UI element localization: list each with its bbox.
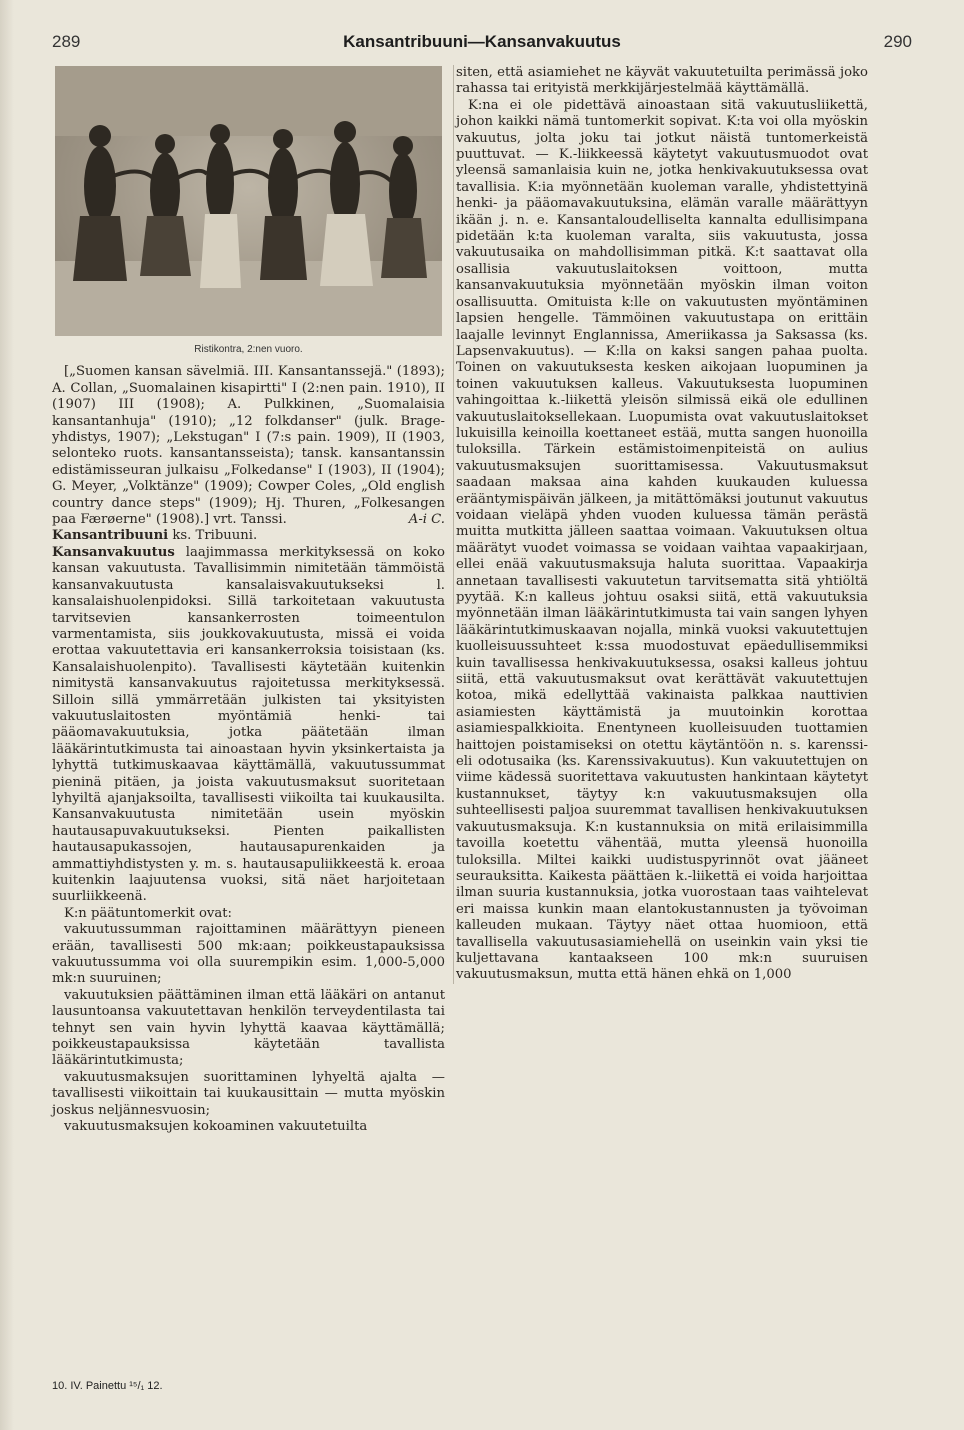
right-column: [453, 65, 868, 984]
cross-reference-entry: [52, 528, 445, 544]
page-edge: [0, 0, 14, 1430]
paragraph: vakuutusmaksujen suorittaminen lyhyeltä ajalta — tavallisesti viikoittain tai kuukausittain — mutta myöskin joskus neljännesvuosin;: [52, 1069, 445, 1118]
running-header: [52, 32, 912, 56]
entry-term: Kansanvakuutus: [52, 544, 175, 560]
paragraph: K:na ei ole pidettävä ainoastaan sitä vakuutusliikettä, johon kaikki nämä tuntomerkit sopivat. K:ta voi olla myöskin vakuutus, jolta joku tai jotkut näistä tuntomerkeistä puuttuvat. — K.-liikkeessä käytetyt vakuutusmuodot ovat yleensä samanlaisia kuin ne, jotka henkivakuutuksessa ovat tavallisia. K:ia myönnetään kuoleman varalle, yhdistettyinä henki- ja pääomavakuutuksina, elämän varalle määrättyyn ikään j. n. e. Kansantaloudelliselta kannalta edullisimpana pidetään k:ta kuoleman varalta, siis vakuutusta, jossa vakuutusaika on mahdollisimman pitkä. K:t saattavat olla osallisia vakuutuslaitoksen voittoon, mutta kansanvakuutuksia myönnetään myöskin ilman voiton osallisuutta. Omituista k:lle on vakuutusten myöntäminen lapsien hengelle. Tämmöinen vakuutustapa on erittäin laajalle levinnyt Englannissa, Ameriikassa ja Saksassa (ks. Lapsenvakuutus). — K:lla on kaksi sangen pahaa puolta. Toinen on vakuutuksesta kesken aikojaan luopuminen ja toinen vakuutuksen kalleus. Vakuutuksesta luopuminen vahingoittaa k.-liikettä yleisön silmissä eikä ole edullinen vakuutuslaitoksellekaan. Luopumista ovat vakuutuslaitokset lukuisilla keinoilla koettaneet estää, mutta sangen huonoilla tuloksilla. Tärkein estämistoimenpiteistä on aulius vakuutusmaksujen suorittamisessa. Vakuutusmaksut saadaan maksaa aina kahden kuukauden kuluessa erääntymispäivän jälkeen, ja mitättömäksi joutunut vakuutus voidaan vieläpä yhden vuoden kuluessa tämän perästä muitta mutkitta jälleen saattaa voimaan. Vakuutuksen oltua määrätyt vuodet voimassa se voidaan vaihtaa vapaakirjaan, ellei enää vakuutusmaksuja haluta suorittaa. Vapaakirja annetaan tavallisesti vakuutetun tarvitsematta sitä yhtiöltä pyytää. K:n kalleus johtuu osaksi siitä, että vakuutuksia myönnetään ilman lääkärintutkimusta tai vain sangen lyhyen lääkärintutkimuskaavan nojalla, minkä vuoksi vakuutettujen kuolleisuussuhteet k:ssa muodostuvat epäedullisemmiksi kuin tavallisessa henkivakuutuksessa, osaksi kalleus johtuu siitä, että vakuutusmaksut ovat kerättävät vakuutettujen kotoa, mikä edellyttää vakinaista palkkaa nauttivien asiamiesten käyttämistä ja muutoinkin korottaa asiamiespalkkioita. Enentyneen kuolleisuuden tuottamien haittojen poistamiseksi on otettu käytäntöön n. s. karenssi- eli odotusaika (ks. Karenssivakuutus). Kun vakuutettujen on viime kädessä suoritettava vakuutusten hankintaan käytetyt kustannukset, täytyy k:n vakuutusmaksujen olla suhteellisesti paljoa suuremmat tavallisen henkivakuutuksen vakuutusmaksuja. K:n kustannuksia on mitä erilaisimmilla tavoilla koetettu vähentää, mutta yleensä huonoilla tuloksilla. Miltei kaikki uudistuspyrinnöt ovat jääneet seurauksitta. Kaikesta päättäen k.-liikettä ei voida harjoittaa ilman suuria kustannuksia, jotka vuorostaan taas vaihtelevat eri maissa kunkin maan elantokustannusten ja työvoiman kalleuden mukaan. Täytyy näet ottaa huomioon, että tavallisella vakuutusasiamiehellä on useinkin vain yksi tie kuljettavana kantaakseen 100 mk:n suuruisen vakuutusmaksun, mutta että hänen ehkä on 1,000: [456, 97, 868, 983]
paragraph: siten, että asiamiehet ne käyvät vakuutetuilta perimässä joko rahassa tai erityistä merkkijärjestelmää käyttämällä.: [456, 65, 868, 97]
paragraph: vakuutuksien päättäminen ilman että lääkäri on antanut lausuntoansa vakuutettavan henkilön terveydentilasta tai tehnyt sen vain hyvin lyhyttä kaavaa käyttämällä; poikkeustapauksissa käytetään tavallista lääkärintutkimusta;: [52, 987, 445, 1069]
figure-caption: Ristikontra, 2:nen vuoro.: [194, 344, 303, 355]
cross-ref-text: ks. Tribuuni.: [172, 528, 258, 544]
folk-dance-photo: [55, 66, 442, 336]
entry-kansanvakuutus: Kansanvakuutus laajimmassa merkityksessä on koko kansan vakuutusta. Tavallisimmin nimitetään tämmöistä kansanvakuutusta kansalaisvakuutukseksi l. kansalaishuolenpidoksi. Sillä tarkoitetaan vakuutusta tarvitsevien kansankerrosten toimeentulon varmentamista, siis joukkovakuutusta, missä ei voida erottaa vakuutettavia eri kansankerroksia toisistaan (ks. Kansalaishuolenpito). Tavallisesti käytetään kuitenkin nimitystä kansanvakuutus rajoitetussa merkityksessä. Silloin sillä ymmärretään julkisten tai yksityisten vakuutuslaitosten myöntämiä henki- tai pääomavakuutuksia, jotka päätetään ilman lääkärintutkimusta tai ainoastaan hyvin yksinkertaista ja lyhyttä tutkimuskaavaa käyttämällä, vakuutussummat pieninä pitäen, ja joista vakuutusmaksut suoritetaan lyhyiltä ajanjaksoilta, tavallisesti viikoilta tai kuukausilta. Kansanvakuutusta nimitetään usein myöskin hautausapuvakuutukseksi. Pienten paikallisten hautausapukassojen, hautausapurenkaiden ja ammattiyhdistysten y. m. s. hautausapuliikkeestä k. eroaa kuitenkin laajuutensa vuoksi, sitä näet harjoitetaan suurliikkeenä.: [52, 544, 445, 905]
page-number-right: 290: [883, 32, 912, 51]
dancers-illustration: [55, 66, 442, 336]
running-title: Kansantribuuni—Kansanvakuutus: [343, 32, 621, 51]
left-column: [52, 66, 445, 1136]
bibliography: [„Suomen kansan sävelmiä. III. Kansantanssejä." (1893); A. Collan, „Suomalainen kisapirtti" I (2:nen pain. 1910), II (1907) III (1908); A. Pulkkinen, „Suomalaisia kansantanhuja" (1910); „12 folkdanser" (julk. Brage-yhdistys, 1907); „Lekstugan" I (7:s pain. 1909), II (1903, selonteko ruots. kansantansseista); tansk. kansantanssin edistämisseuran julkaisu „Folkedanse" I (1903), II (1904); G. Meyer, „Volktänze" (1909); Cowper Coles, „Old english country dance steps" (1909); Hj. Thuren, „Folkesangen paa Færøerne" (1908).] vrt. Tanssi. A-i C.: [52, 364, 445, 528]
page-number-left: 289: [52, 32, 81, 51]
cross-ref-term: Kansantribuuni: [52, 528, 169, 544]
paragraph: K:n päätuntomerkit ovat:: [64, 905, 232, 921]
signature: A-i C.: [408, 512, 445, 528]
printer-note: 10. IV. Painettu ¹⁵/₁ 12.: [52, 1380, 163, 1392]
paragraph: vakuutusmaksujen kokoaminen vakuutetuilta: [64, 1119, 368, 1135]
paragraph: vakuutussumman rajoittaminen määrättyyn pieneen erään, tavallisesti 500 mk:aan; poikkeustapauksissa vakuutussumma voi olla suurempikin esim. 1,000-5,000 mk:n suuruinen;: [52, 922, 445, 987]
